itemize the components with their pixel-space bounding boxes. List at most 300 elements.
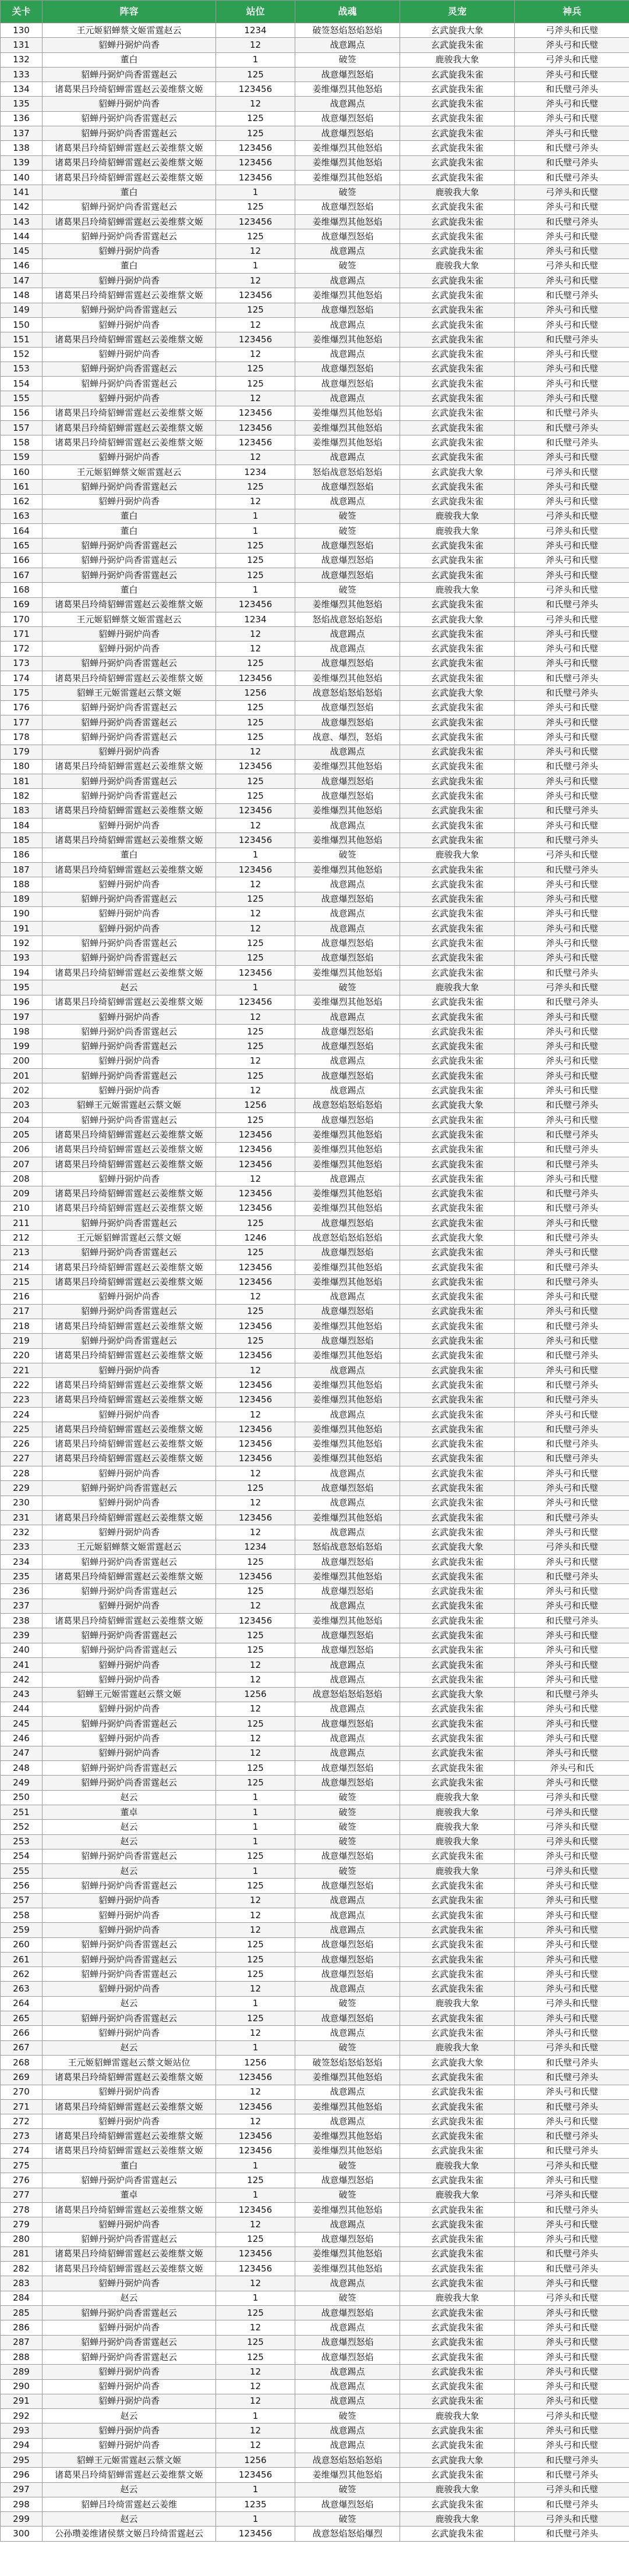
cell-level: 132 xyxy=(1,52,43,67)
cell-divine-weapon: 斧头弓和氏璧 xyxy=(515,730,629,745)
cell-lineup: 赵云 xyxy=(43,1790,216,1805)
cell-war-soul: 战意踢点 xyxy=(295,2217,400,2232)
cell-pet: 玄武旋我朱雀 xyxy=(400,1496,515,1510)
cell-pet: 玄武旋我朱雀 xyxy=(400,730,515,745)
cell-position: 125 xyxy=(216,1216,295,1231)
cell-level: 237 xyxy=(1,1599,43,1613)
cell-war-soul: 战意踢点 xyxy=(295,2114,400,2129)
cell-lineup: 貂蝉王元姬雷霆赵云蔡文姬 xyxy=(43,686,216,700)
cell-lineup: 貂蝉丹弼炉尚香雷霆赵云 xyxy=(43,1952,216,1966)
cell-position: 123456 xyxy=(216,1510,295,1525)
cell-pet: 鹿骏我大象 xyxy=(400,524,515,538)
cell-divine-weapon: 斧头弓和氏璧 xyxy=(515,818,629,833)
cell-level: 201 xyxy=(1,1069,43,1083)
cell-war-soul: 战意爆烈怒焰 xyxy=(295,1643,400,1657)
cell-position: 1 xyxy=(216,52,295,67)
cell-pet: 玄武旋我朱雀 xyxy=(400,317,515,332)
table-row xyxy=(1,2350,629,2364)
cell-pet: 玄武旋我朱雀 xyxy=(400,1746,515,1760)
cell-pet: 玄武旋我朱雀 xyxy=(400,700,515,715)
cell-war-soul: 战意怒焰怒焰怒焰 xyxy=(295,1098,400,1112)
cell-level: 190 xyxy=(1,906,43,921)
table-row xyxy=(1,2453,629,2467)
cell-war-soul: 战意爆烈怒焰 xyxy=(295,936,400,951)
cell-lineup: 貂蝉丹弼炉尚香 xyxy=(43,1599,216,1613)
cell-lineup: 赵云 xyxy=(43,980,216,995)
cell-divine-weapon: 弓斧头和氏璧 xyxy=(515,23,629,38)
cell-pet: 鹿骏我大象 xyxy=(400,2409,515,2423)
cell-pet: 玄武旋我朱雀 xyxy=(400,1569,515,1584)
cell-level: 200 xyxy=(1,1054,43,1068)
cell-war-soul: 破签 xyxy=(295,2409,400,2423)
cell-level: 170 xyxy=(1,612,43,626)
cell-lineup: 貂蝉丹弼炉尚香 xyxy=(43,2365,216,2379)
table-row xyxy=(1,2335,629,2350)
cell-divine-weapon: 斧头弓和氏璧 xyxy=(515,1554,629,1569)
cell-divine-weapon: 斧头弓和氏璧 xyxy=(515,2232,629,2247)
cell-level: 146 xyxy=(1,258,43,273)
cell-lineup: 貂蝉丹弼炉尚香雷霆赵云 xyxy=(43,111,216,126)
cell-position: 125 xyxy=(216,1304,295,1319)
cell-lineup: 貂蝉丹弼炉尚香雷霆赵云 xyxy=(43,1245,216,1260)
cell-level: 267 xyxy=(1,2040,43,2055)
cell-divine-weapon: 斧头弓和氏璧 xyxy=(515,274,629,288)
cell-level: 263 xyxy=(1,1982,43,1996)
cell-pet: 玄武旋我朱雀 xyxy=(400,818,515,833)
cell-pet: 玄武旋我朱雀 xyxy=(400,2173,515,2188)
cell-pet: 玄武旋我朱雀 xyxy=(400,1554,515,1569)
cell-level: 279 xyxy=(1,2217,43,2232)
cell-war-soul: 破签怒焰怒焰怒焰 xyxy=(295,2055,400,2070)
table-row xyxy=(1,317,629,332)
cell-position: 125 xyxy=(216,2232,295,2247)
cell-lineup: 诸葛果吕玲绮貂蝉雷霆赵云姜维蔡文姬 xyxy=(43,2262,216,2276)
cell-divine-weapon: 和氏璧弓斧头 xyxy=(515,1098,629,1112)
cell-divine-weapon: 斧头弓和氏璧 xyxy=(515,951,629,965)
cell-divine-weapon: 斧头弓和氏璧 xyxy=(515,922,629,936)
cell-position: 12 xyxy=(216,906,295,921)
cell-pet: 玄武旋我朱雀 xyxy=(400,1599,515,1613)
cell-divine-weapon: 斧头弓和氏璧 xyxy=(515,2085,629,2099)
cell-war-soul: 战意爆烈怒焰 xyxy=(295,2232,400,2247)
cell-pet: 玄武旋我朱雀 xyxy=(400,2468,515,2482)
cell-pet: 玄武旋我朱雀 xyxy=(400,67,515,82)
cell-war-soul: 战意踢点 xyxy=(295,1893,400,1908)
cell-lineup: 貂蝉丹弼炉尚香雷霆赵云 xyxy=(43,1937,216,1952)
table-row xyxy=(1,1554,629,1569)
cell-lineup: 赵云 xyxy=(43,2040,216,2055)
cell-pet: 玄武旋我朱雀 xyxy=(400,803,515,818)
table-row xyxy=(1,2306,629,2320)
cell-divine-weapon: 斧头弓和氏璧 xyxy=(515,67,629,82)
cell-lineup: 貂蝉丹弼炉尚香 xyxy=(43,745,216,759)
cell-lineup: 王元姬貂蝉蔡文姬雷霆赵云 xyxy=(43,465,216,479)
cell-pet: 玄武旋我大象 xyxy=(400,1231,515,1245)
cell-lineup: 貂蝉丹弼炉尚香 xyxy=(43,1363,216,1378)
table-row xyxy=(1,1967,629,1982)
header-war-soul: 战魂 xyxy=(295,1,400,23)
cell-pet: 鹿骏我大象 xyxy=(400,509,515,523)
cell-divine-weapon: 斧头弓和氏璧 xyxy=(515,303,629,317)
cell-position: 123456 xyxy=(216,214,295,229)
table-row xyxy=(1,185,629,200)
cell-level: 134 xyxy=(1,82,43,97)
cell-position: 125 xyxy=(216,2011,295,2026)
cell-position: 123456 xyxy=(216,1348,295,1363)
table-row xyxy=(1,1864,629,1879)
table-row xyxy=(1,789,629,803)
cell-divine-weapon: 斧头弓和氏璧 xyxy=(515,1657,629,1672)
cell-lineup: 貂蝉丹弼炉尚香 xyxy=(43,1923,216,1937)
cell-lineup: 诸葛果吕玲绮貂蝉雷霆赵云姜维蔡文姬 xyxy=(43,288,216,303)
cell-war-soul: 战意踢点 xyxy=(295,1009,400,1024)
table-row xyxy=(1,2394,629,2408)
cell-divine-weapon: 和氏璧弓斧头 xyxy=(515,1186,629,1201)
cell-position: 1256 xyxy=(216,1687,295,1702)
cell-divine-weapon: 弓斧头和氏璧 xyxy=(515,2291,629,2305)
cell-pet: 玄武旋我朱雀 xyxy=(400,362,515,376)
cell-level: 185 xyxy=(1,833,43,848)
cell-divine-weapon: 斧头弓和氏璧 xyxy=(515,2423,629,2438)
cell-position: 123456 xyxy=(216,1275,295,1289)
table-body xyxy=(1,23,629,2542)
cell-position: 125 xyxy=(216,1069,295,1083)
cell-level: 292 xyxy=(1,2409,43,2423)
cell-divine-weapon: 斧头弓和氏璧 xyxy=(515,1039,629,1054)
cell-war-soul: 姜维爆烈其他怒焰 xyxy=(295,332,400,347)
cell-lineup: 诸葛果吕玲绮貂蝉雷霆赵云姜维蔡文姬 xyxy=(43,141,216,155)
cell-lineup: 诸葛果吕玲绮貂蝉雷霆赵云姜维蔡文姬 xyxy=(43,2247,216,2261)
table-row xyxy=(1,862,629,877)
cell-war-soul: 姜维爆烈其他怒焰 xyxy=(295,833,400,848)
cell-pet: 玄武旋我朱雀 xyxy=(400,2394,515,2408)
table-row xyxy=(1,2129,629,2143)
cell-position: 12 xyxy=(216,1657,295,1672)
cell-divine-weapon: 斧头弓和氏璧 xyxy=(515,391,629,406)
cell-war-soul: 战意爆烈怒焰 xyxy=(295,774,400,789)
cell-lineup: 诸葛果吕玲绮貂蝉雷霆赵云姜维蔡文姬 xyxy=(43,2468,216,2482)
cell-divine-weapon: 斧头弓和氏璧 xyxy=(515,553,629,568)
cell-position: 123456 xyxy=(216,2070,295,2085)
cell-level: 189 xyxy=(1,892,43,906)
cell-pet: 玄武旋我朱雀 xyxy=(400,421,515,435)
table-row xyxy=(1,1673,629,1687)
cell-lineup: 貂蝉丹弼炉尚香雷霆赵云 xyxy=(43,789,216,803)
cell-lineup: 王元姬貂蝉蔡文姬雷霆赵云 xyxy=(43,23,216,38)
cell-lineup: 貂蝉丹弼炉尚香 xyxy=(43,627,216,642)
cell-pet: 玄武旋我朱雀 xyxy=(400,1363,515,1378)
cell-war-soul: 战意爆烈怒焰 xyxy=(295,1069,400,1083)
cell-lineup: 貂蝉丹弼炉尚香 xyxy=(43,1496,216,1510)
cell-lineup: 貂蝉丹弼炉尚香雷霆赵云 xyxy=(43,1776,216,1790)
cell-level: 195 xyxy=(1,980,43,995)
cell-position: 123456 xyxy=(216,155,295,170)
cell-war-soul: 姜维爆烈其他怒焰 xyxy=(295,2099,400,2114)
cell-pet: 玄武旋我大象 xyxy=(400,465,515,479)
cell-war-soul: 战意爆烈怒焰 xyxy=(295,656,400,671)
cell-level: 161 xyxy=(1,480,43,494)
cell-pet: 玄武旋我朱雀 xyxy=(400,274,515,288)
table-row xyxy=(1,155,629,170)
cell-level: 258 xyxy=(1,1908,43,1923)
cell-level: 294 xyxy=(1,2438,43,2453)
cell-lineup: 诸葛果吕玲绮貂蝉雷霆赵云姜维蔡文姬 xyxy=(43,155,216,170)
cell-pet: 玄武旋我朱雀 xyxy=(400,435,515,450)
cell-pet: 玄武旋我朱雀 xyxy=(400,1069,515,1083)
cell-lineup: 诸葛果吕玲绮貂蝉雷霆赵云姜维蔡文姬 xyxy=(43,2129,216,2143)
cell-war-soul: 战意爆烈怒焰 xyxy=(295,200,400,214)
cell-pet: 玄武旋我朱雀 xyxy=(400,1157,515,1171)
cell-war-soul: 战意踢点 xyxy=(295,1702,400,1716)
cell-lineup: 貂蝉丹弼炉尚香雷霆赵云 xyxy=(43,1039,216,1054)
cell-lineup: 貂蝉丹弼炉尚香雷霆赵云 xyxy=(43,480,216,494)
cell-position: 123456 xyxy=(216,759,295,774)
cell-war-soul: 战意爆烈怒焰 xyxy=(295,377,400,391)
cell-lineup: 貂蝉丹弼炉尚香雷霆赵云 xyxy=(43,67,216,82)
cell-pet: 玄武旋我朱雀 xyxy=(400,892,515,906)
cell-position: 1 xyxy=(216,2188,295,2202)
cell-divine-weapon: 弓斧头和氏璧 xyxy=(515,1996,629,2011)
cell-level: 295 xyxy=(1,2453,43,2467)
cell-divine-weapon: 弓斧头和氏璧 xyxy=(515,1805,629,1819)
cell-pet: 鹿骏我大象 xyxy=(400,1805,515,1819)
cell-position: 12 xyxy=(216,38,295,52)
cell-war-soul: 战意爆烈怒焰 xyxy=(295,1776,400,1790)
cell-pet: 玄武旋我朱雀 xyxy=(400,1481,515,1496)
cell-position: 123456 xyxy=(216,435,295,450)
cell-level: 273 xyxy=(1,2129,43,2143)
cell-war-soul: 姜维爆烈其他怒焰 xyxy=(295,1451,400,1466)
cell-level: 247 xyxy=(1,1746,43,1760)
cell-position: 12 xyxy=(216,2320,295,2335)
cell-divine-weapon: 弓斧头和氏璧 xyxy=(515,2482,629,2497)
cell-war-soul: 破签 xyxy=(295,848,400,862)
cell-position: 1 xyxy=(216,2291,295,2305)
cell-lineup: 董白 xyxy=(43,52,216,67)
cell-pet: 玄武旋我朱雀 xyxy=(400,2497,515,2511)
cell-war-soul: 战意爆烈怒焰 xyxy=(295,111,400,126)
cell-level: 264 xyxy=(1,1996,43,2011)
cell-war-soul: 姜维爆烈其他怒焰 xyxy=(295,759,400,774)
cell-pet: 玄武旋我朱雀 xyxy=(400,288,515,303)
table-row xyxy=(1,833,629,848)
cell-position: 1234 xyxy=(216,1540,295,1554)
cell-position: 125 xyxy=(216,1643,295,1657)
cell-pet: 玄武旋我朱雀 xyxy=(400,1849,515,1863)
cell-pet: 玄武旋我朱雀 xyxy=(400,906,515,921)
cell-pet: 玄武旋我朱雀 xyxy=(400,1923,515,1937)
cell-lineup: 王元姬貂蝉雷霆赵云蔡文姬 xyxy=(43,1231,216,1245)
cell-level: 287 xyxy=(1,2335,43,2350)
cell-war-soul: 姜维爆烈其他怒焰 xyxy=(295,435,400,450)
table-row xyxy=(1,1746,629,1760)
cell-level: 151 xyxy=(1,332,43,347)
cell-position: 125 xyxy=(216,126,295,141)
table-row xyxy=(1,1275,629,1289)
cell-war-soul: 战意爆烈怒焰 xyxy=(295,362,400,376)
cell-position: 123456 xyxy=(216,671,295,686)
table-row xyxy=(1,2011,629,2026)
cell-war-soul: 战意怒焰怒焰怒焰 xyxy=(295,686,400,700)
table-row xyxy=(1,38,629,52)
cell-divine-weapon: 斧头弓和氏璧 xyxy=(515,200,629,214)
cell-pet: 玄武旋我朱雀 xyxy=(400,1466,515,1481)
table-row xyxy=(1,2085,629,2099)
cell-lineup: 貂蝉丹弼炉尚香雷霆赵云 xyxy=(43,2173,216,2188)
cell-divine-weapon: 和氏璧弓斧头 xyxy=(515,170,629,185)
cell-war-soul: 战意踢点 xyxy=(295,745,400,759)
cell-level: 156 xyxy=(1,406,43,420)
cell-level: 236 xyxy=(1,1584,43,1599)
cell-lineup: 貂蝉王元姬雷霆赵云蔡文姬 xyxy=(43,1687,216,1702)
cell-level: 289 xyxy=(1,2365,43,2379)
cell-war-soul: 破签 xyxy=(295,1834,400,1849)
cell-divine-weapon: 斧头弓和氏璧 xyxy=(515,480,629,494)
cell-war-soul: 姜维爆烈其他怒焰 xyxy=(295,1128,400,1142)
table-row xyxy=(1,818,629,833)
cell-position: 1 xyxy=(216,1805,295,1819)
cell-position: 12 xyxy=(216,391,295,406)
cell-war-soul: 战意爆烈怒焰 xyxy=(295,700,400,715)
cell-war-soul: 破签怒焰怒焰怒焰 xyxy=(295,23,400,38)
cell-war-soul: 战意爆烈怒焰 xyxy=(295,1584,400,1599)
cell-lineup: 貂蝉丹弼炉尚香 xyxy=(43,906,216,921)
cell-lineup: 貂蝉丹弼炉尚香 xyxy=(43,642,216,656)
table-row xyxy=(1,1481,629,1496)
cell-divine-weapon: 弓斧头和氏璧 xyxy=(515,185,629,200)
cell-position: 123456 xyxy=(216,82,295,97)
cell-position: 125 xyxy=(216,1937,295,1952)
table-row xyxy=(1,421,629,435)
cell-divine-weapon: 和氏璧弓斧头 xyxy=(515,1260,629,1274)
cell-position: 12 xyxy=(216,1496,295,1510)
cell-level: 171 xyxy=(1,627,43,642)
table-row xyxy=(1,141,629,155)
cell-war-soul: 姜维爆烈其他怒焰 xyxy=(295,155,400,170)
cell-level: 260 xyxy=(1,1937,43,1952)
table-row xyxy=(1,480,629,494)
cell-level: 251 xyxy=(1,1805,43,1819)
cell-war-soul: 战意爆烈怒焰 xyxy=(295,715,400,729)
cell-level: 256 xyxy=(1,1879,43,1893)
cell-level: 296 xyxy=(1,2468,43,2482)
cell-level: 147 xyxy=(1,274,43,288)
cell-position: 12 xyxy=(216,1407,295,1422)
cell-lineup: 赵云 xyxy=(43,1864,216,1879)
cell-position: 125 xyxy=(216,1717,295,1731)
cell-lineup: 貂蝉丹弼炉尚香 xyxy=(43,1982,216,1996)
table-row xyxy=(1,347,629,362)
cell-divine-weapon: 和氏璧弓斧头 xyxy=(515,2143,629,2158)
cell-divine-weapon: 和氏璧弓斧头 xyxy=(515,995,629,1009)
table-row xyxy=(1,1614,629,1628)
cell-divine-weapon: 斧头弓和氏璧 xyxy=(515,494,629,509)
cell-pet: 玄武旋我朱雀 xyxy=(400,2070,515,2085)
table-row xyxy=(1,23,629,38)
cell-position: 123456 xyxy=(216,2247,295,2261)
cell-level: 244 xyxy=(1,1702,43,1716)
cell-position: 125 xyxy=(216,700,295,715)
cell-pet: 玄武旋我朱雀 xyxy=(400,1216,515,1231)
cell-war-soul: 战意踢点 xyxy=(295,1496,400,1510)
cell-level: 159 xyxy=(1,450,43,465)
cell-divine-weapon: 斧头弓和氏璧 xyxy=(515,317,629,332)
cell-level: 283 xyxy=(1,2276,43,2291)
cell-lineup: 诸葛果吕玲绮貂蝉雷霆赵云姜维蔡文姬 xyxy=(43,1142,216,1157)
cell-level: 177 xyxy=(1,715,43,729)
cell-divine-weapon: 和氏璧弓斧头 xyxy=(515,1275,629,1289)
cell-position: 125 xyxy=(216,1952,295,1966)
cell-level: 216 xyxy=(1,1289,43,1304)
cell-lineup: 王元姬貂蝉蔡文姬雷霆赵云 xyxy=(43,1540,216,1554)
table-row xyxy=(1,1083,629,1098)
table-row xyxy=(1,97,629,111)
cell-divine-weapon: 斧头弓和氏璧 xyxy=(515,1628,629,1643)
cell-level: 298 xyxy=(1,2497,43,2511)
cell-divine-weapon: 斧头弓和氏璧 xyxy=(515,1054,629,1068)
cell-position: 123456 xyxy=(216,141,295,155)
cell-pet: 玄武旋我大象 xyxy=(400,612,515,626)
cell-war-soul: 战意踢点 xyxy=(295,1673,400,1687)
cell-position: 12 xyxy=(216,1731,295,1746)
cell-position: 123456 xyxy=(216,1437,295,1451)
cell-level: 232 xyxy=(1,1525,43,1540)
cell-level: 282 xyxy=(1,2262,43,2276)
cell-pet: 玄武旋我朱雀 xyxy=(400,1982,515,1996)
cell-war-soul: 破签 xyxy=(295,2482,400,2497)
table-row xyxy=(1,332,629,347)
cell-position: 125 xyxy=(216,1481,295,1496)
cell-lineup: 貂蝉丹弼炉尚香雷霆赵云 xyxy=(43,2350,216,2364)
cell-level: 297 xyxy=(1,2482,43,2497)
cell-war-soul: 战意踢点 xyxy=(295,818,400,833)
cell-position: 123456 xyxy=(216,1614,295,1628)
cell-lineup: 貂蝉丹弼炉尚香 xyxy=(43,1407,216,1422)
cell-position: 123456 xyxy=(216,406,295,420)
cell-level: 238 xyxy=(1,1614,43,1628)
cell-divine-weapon: 弓斧头和氏璧 xyxy=(515,848,629,862)
cell-level: 192 xyxy=(1,936,43,951)
cell-pet: 玄武旋我朱雀 xyxy=(400,1112,515,1127)
cell-divine-weapon: 斧头弓和氏璧 xyxy=(515,1893,629,1908)
cell-position: 125 xyxy=(216,67,295,82)
table-row xyxy=(1,1628,629,1643)
cell-level: 278 xyxy=(1,2202,43,2217)
table-row xyxy=(1,1348,629,1363)
cell-pet: 玄武旋我朱雀 xyxy=(400,2099,515,2114)
cell-pet: 鹿骏我大象 xyxy=(400,2512,515,2527)
cell-war-soul: 姜维爆烈其他怒焰 xyxy=(295,1186,400,1201)
cell-level: 182 xyxy=(1,789,43,803)
table-row xyxy=(1,1952,629,1966)
table-row xyxy=(1,214,629,229)
cell-divine-weapon: 和氏璧弓斧头 xyxy=(515,214,629,229)
table-row xyxy=(1,377,629,391)
cell-level: 270 xyxy=(1,2085,43,2099)
cell-divine-weapon: 斧头弓和氏璧 xyxy=(515,700,629,715)
cell-war-soul: 战意踢点 xyxy=(295,1172,400,1186)
cell-divine-weapon: 和氏璧弓斧头 xyxy=(515,1201,629,1216)
cell-level: 215 xyxy=(1,1275,43,1289)
cell-divine-weapon: 和氏璧弓斧头 xyxy=(515,597,629,612)
cell-war-soul: 战意踢点 xyxy=(295,2085,400,2099)
cell-divine-weapon: 斧头弓和氏璧 xyxy=(515,1731,629,1746)
cell-divine-weapon: 斧头弓和氏璧 xyxy=(515,38,629,52)
cell-war-soul: 战意踢点 xyxy=(295,38,400,52)
cell-war-soul: 战意踢点 xyxy=(295,450,400,465)
cell-position: 125 xyxy=(216,229,295,244)
cell-lineup: 诸葛果吕玲绮貂蝉雷霆赵云姜维蔡文姬 xyxy=(43,170,216,185)
